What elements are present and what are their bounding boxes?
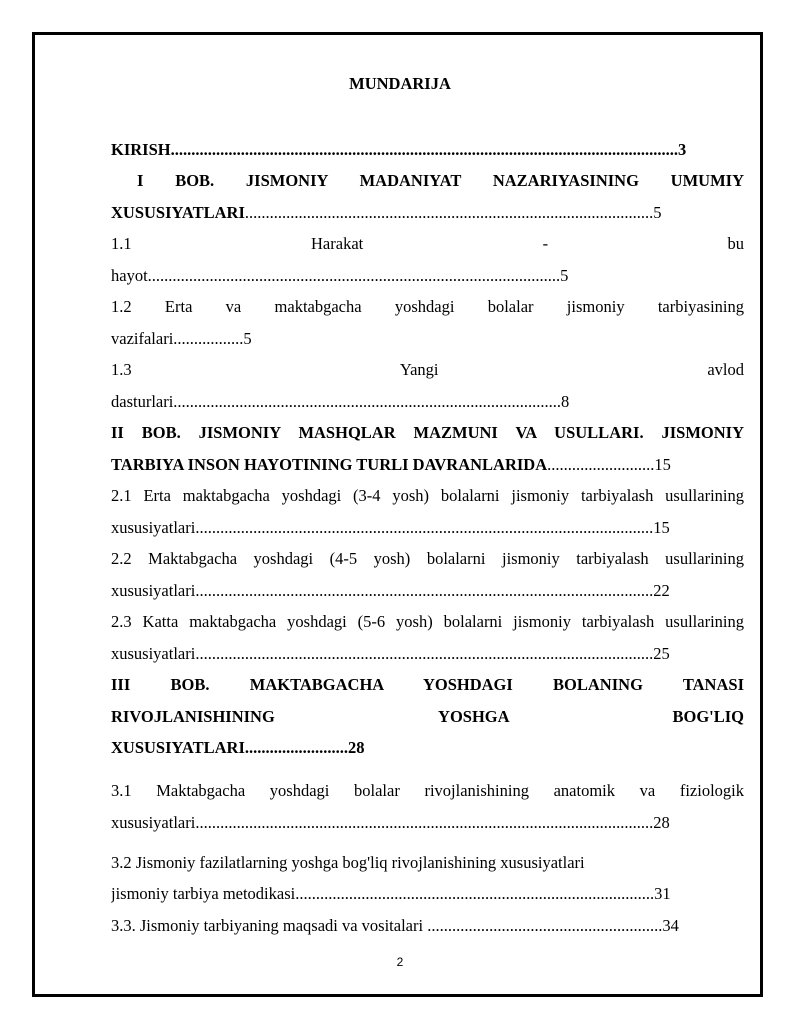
toc-section-2-2: 2.2 Maktabgacha yoshdagi (4-5 yosh) bolalarni jismoniy tarbiyalash usullarining (111, 549, 744, 568)
toc-section-3-1-cont: xususiyatlari...............................................................................................................28 (111, 813, 670, 832)
toc-chapter-1-leader: ...................................................................................................5 (244, 203, 662, 222)
toc-entry-kirish: KIRISH...........................................................................................................................3 (111, 140, 687, 159)
toc-section-3-2: 3.2 Jismoniy fazilatlarning yoshga bog'liq rivojlanishining xususiyatlari (111, 853, 585, 872)
toc-chapter-3-heading-cont: RIVOJLANISHINING YOSHGA BOG'LIQ (111, 707, 744, 726)
page-title: MUNDARIJA (349, 74, 451, 93)
toc-section-2-2-cont: xususiyatlari...............................................................................................................22 (111, 581, 670, 600)
toc-section-1-1-cont: hayot....................................................................................................5 (111, 266, 569, 285)
toc-chapter-1-heading-bold: XUSUSIYATLARI (111, 203, 245, 222)
toc-section-1-2: 1.2 Erta va maktabgacha yoshdagi bolalar jismoniy tarbiyasining (111, 297, 744, 316)
toc-chapter-2-heading: II BOB. JISMONIY MASHQLAR MAZMUNI VA USULLARI. JISMONIY (111, 423, 744, 442)
toc-section-3-1: 3.1 Maktabgacha yoshdagi bolalar rivojlanishining anatomik va fiziologik (111, 781, 744, 800)
toc-section-2-1-cont: xususiyatlari...............................................................................................................15 (111, 518, 670, 537)
toc-chapter-2-leader: ..........................15 (547, 455, 671, 474)
toc-section-2-3-cont: xususiyatlari...............................................................................................................25 (111, 644, 670, 663)
toc-chapter-3-heading-end: XUSUSIYATLARI.........................28 (111, 738, 365, 757)
toc-chapter-2-heading-bold: TARBIYA INSON HAYOTINING TURLI DAVRANLARIDA (111, 455, 548, 474)
toc-section-2-1: 2.1 Erta maktabgacha yoshdagi (3-4 yosh) bolalarni jismoniy tarbiyalash usullarining (111, 486, 744, 505)
page-number: 2 (396, 955, 404, 969)
toc-section-1-2-cont: vazifalari.................5 (111, 329, 252, 348)
toc-chapter-1-heading: I BOB. JISMONIY MADANIYAT NAZARIYASINING UMUMIY (137, 171, 744, 190)
toc-section-3-3: 3.3. Jismoniy tarbiyaning maqsadi va vositalari .........................................................34 (111, 916, 679, 935)
toc-chapter-3-heading: III BOB. MAKTABGACHA YOSHDAGI BOLANING TANASI (111, 675, 744, 694)
toc-chapter-1-heading-cont (111, 203, 744, 223)
toc-chapter-2-heading-cont (111, 455, 744, 475)
toc-section-2-3: 2.3 Katta maktabgacha yoshdagi (5-6 yosh) bolalarni jismoniy tarbiyalash usullarining (111, 612, 744, 631)
toc-section-1-3-cont: dasturlari..............................................................................................8 (111, 392, 570, 411)
toc-section-1-1: 1.1 Harakat - bu (111, 234, 744, 253)
toc-section-1-3: 1.3 Yangi avlod (111, 360, 744, 379)
toc-section-3-2-cont: jismoniy tarbiya metodikasi.......................................................................................31 (111, 884, 671, 903)
